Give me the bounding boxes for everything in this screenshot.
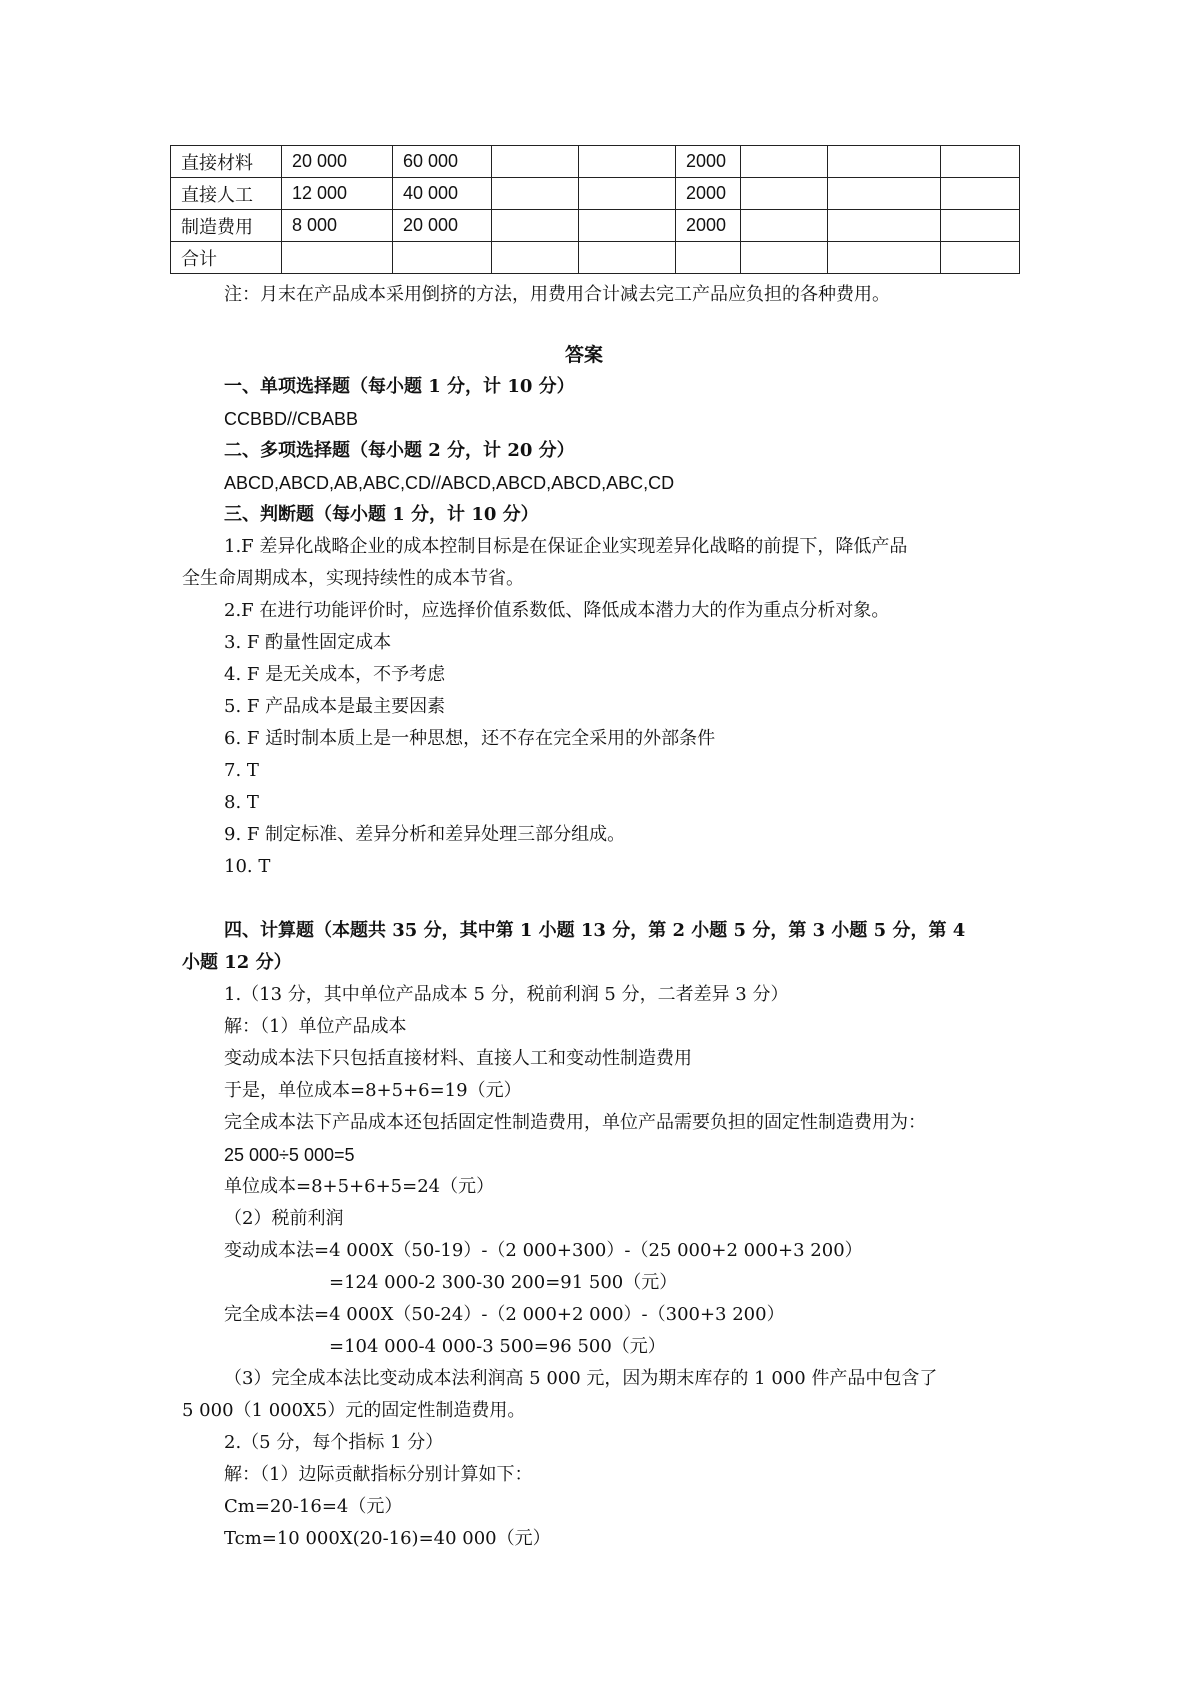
calc-line-10: =124 000-2 300-30 200=91 500（元） [329,1272,678,1293]
table-cell [492,210,579,242]
tf-answer-5: 5. F 产品成本是最主要因素 [224,696,446,717]
table-cell [741,210,828,242]
section-2-title: 二、多项选择题（每小题 2 分，计 20 分） [224,440,575,461]
table-cell: 12 000 [282,178,393,210]
table-row [171,146,1020,178]
table-cell [941,146,1020,178]
section-4-title: 四、计算题（本题共 35 分，其中第 1 小题 13 分，第 2 小题 5 分，第 3 小题 5 分，第 4 [224,920,966,941]
table-cell [282,242,393,274]
table-cell [741,178,828,210]
table-cell [828,242,941,274]
calc-line-15: 2.（5 分，每个指标 1 分） [224,1432,444,1453]
table-row [171,210,1020,242]
table-cell [579,210,676,242]
calc-line-14: 5 000（1 000X5）元的固定性制造费用。 [182,1400,526,1421]
table-cell: 20 000 [393,210,492,242]
calc-line-5: 完全成本法下产品成本还包括固定性制造费用，单位产品需要负担的固定性制造费用为： [224,1112,926,1133]
calc-line-12: =104 000-4 000-3 500=96 500（元） [329,1336,666,1357]
table-cell: 2000 [676,146,741,178]
calc-line-9: 变动成本法=4 000X（50-19）-（2 000+300）-（25 000+2 000+3 200） [224,1240,863,1261]
calc-line-1: 1.（13 分，其中单位产品成本 5 分，税前利润 5 分，二者差异 3 分） [224,984,789,1005]
table-cell: 2000 [676,210,741,242]
row-label-cell: 合计 [171,242,282,274]
calc-line-8: （2）税前利润 [224,1208,344,1229]
calc-line-6: 25 000÷5 000=5 [224,1145,355,1165]
row-label-cell: 直接人工 [171,178,282,210]
tf-answer-6: 6. F 适时制本质上是一种思想，还不存在完全采用的外部条件 [224,728,716,749]
calc-line-3: 变动成本法下只包括直接材料、直接人工和变动性制造费用 [224,1048,692,1069]
tf-answer-8: 8. T [224,792,259,813]
row-label-cell: 制造费用 [171,210,282,242]
answers-title: 答案 [565,344,604,366]
table-cell [579,178,676,210]
calc-line-11: 完全成本法=4 000X（50-24）-（2 000+2 000）-（300+3 200） [224,1304,785,1325]
table-cell [579,242,676,274]
table-cell [676,242,741,274]
table-row [171,178,1020,210]
section-2-answer: ABCD,ABCD,AB,ABC,CD//ABCD,ABCD,ABCD,ABC,CD [224,473,675,493]
table-cell [492,242,579,274]
calc-line-17: Cm=20-16=4（元） [224,1496,403,1517]
tf-answer-2: 2.F 在进行功能评价时，应选择价值系数低、降低成本潜力大的作为重点分析对象。 [224,600,890,621]
calc-line-2: 解：（1）单位产品成本 [224,1016,407,1037]
table-cell [579,146,676,178]
table-cell: 20 000 [282,146,393,178]
tf-answer-9: 9. F 制定标准、差异分析和差异处理三部分组成。 [224,824,626,845]
table-cell [828,178,941,210]
calc-line-18: Tcm=10 000X(20-16)=40 000（元） [224,1528,551,1549]
table-cell [941,242,1020,274]
tf-answer-7: 7. T [224,760,259,781]
table-cell [941,178,1020,210]
table-row [171,242,1020,274]
tf-answer-1: 1.F 差异化战略企业的成本控制目标是在保证企业实现差异化战略的前提下，降低产品 [224,536,908,557]
calc-line-7: 单位成本=8+5+6+5=24（元） [224,1176,495,1197]
section-3-title: 三、判断题（每小题 1 分，计 10 分） [224,504,539,525]
table-cell: 40 000 [393,178,492,210]
table-cell: 2000 [676,178,741,210]
table-cell [828,210,941,242]
calc-line-4: 于是，单位成本=8+5+6=19（元） [224,1080,522,1101]
table-cell [741,242,828,274]
table-cell: 8 000 [282,210,393,242]
tf-answer-4: 4. F 是无关成本，不予考虑 [224,664,446,685]
section-1-answer: CCBBD//CBABB [224,409,359,429]
table-cell [941,210,1020,242]
calc-line-13: （3）完全成本法比变动成本法利润高 5 000 元，因为期末库存的 1 000 件产品中包含了 [224,1368,938,1389]
tf-answer-3: 3. F 酌量性固定成本 [224,632,392,653]
calc-line-16: 解：（1）边际贡献指标分别计算如下： [224,1464,533,1485]
tf-answer-10: 10. T [224,856,271,877]
table-cell [828,146,941,178]
table-cell [492,178,579,210]
table-cell [492,146,579,178]
tf-answer-1-cont: 全生命周期成本，实现持续性的成本节省。 [182,568,524,589]
table-note: 注：月末在产品成本采用倒挤的方法，用费用合计减去完工产品应负担的各种费用。 [224,284,890,305]
row-label-cell: 直接材料 [171,146,282,178]
cost-allocation-table [170,145,1020,274]
table-cell [393,242,492,274]
table-cell [741,146,828,178]
table-cell: 60 000 [393,146,492,178]
section-4-title-cont: 小题 12 分） [182,952,292,973]
cost-table-body [171,146,1020,274]
section-1-title: 一、单项选择题（每小题 1 分，计 10 分） [224,376,575,397]
